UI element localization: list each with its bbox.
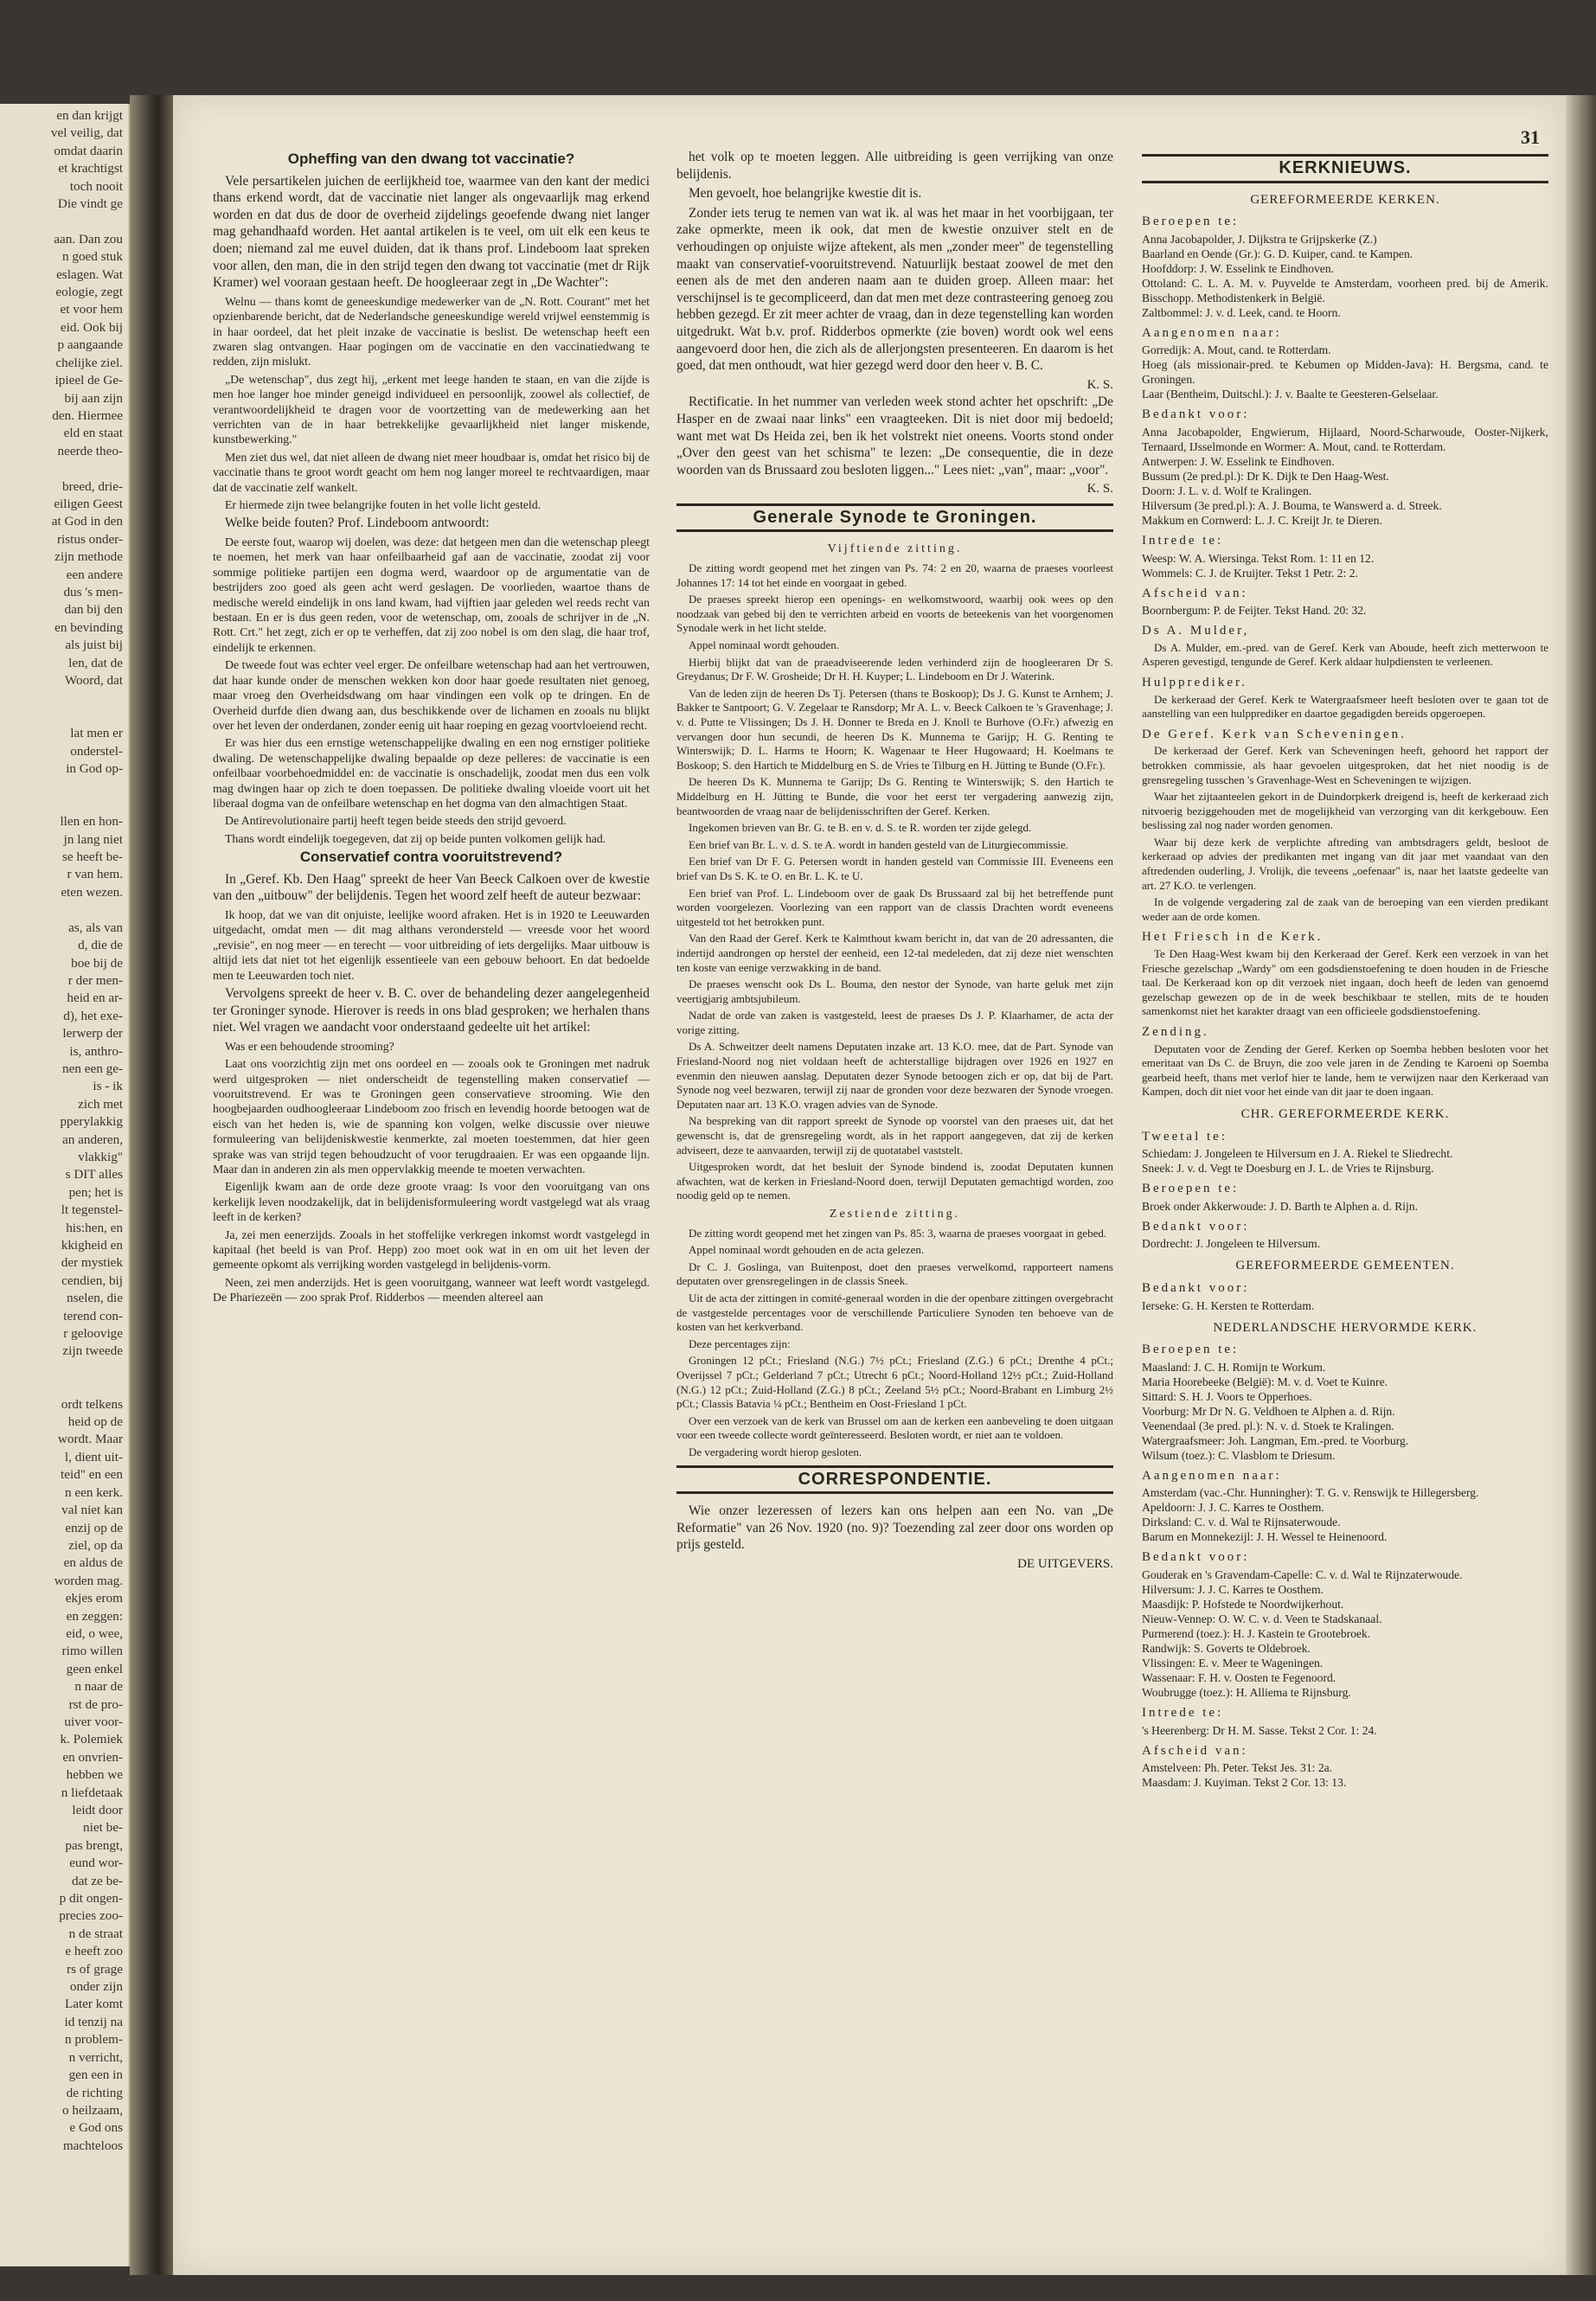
facing-page-line: bij aan zijn <box>64 390 123 406</box>
list-item: Gorredijk: A. Mout, cand. te Rotterdam. <box>1142 343 1331 357</box>
list-item: Maria Hoorebeeke (België): M. v. d. Voet te Kuinre. <box>1142 1375 1388 1388</box>
facing-page-line: e heeft zoo <box>65 1944 123 1959</box>
news-paragraph: De kerkeraad der Geref. Kerk van Scheveningen heeft, gehoord het rapport der betrokken commissie, als haar gevoelen uitgesproken, dat het niet noodig is de grensregeling tusschen 's Gravenhage-West en Scheveningen te wijzigen. <box>1142 744 1548 786</box>
facing-page-line: n problem- <box>64 2032 123 2048</box>
facing-page-line: pperylakkig <box>60 1114 123 1130</box>
facing-page-line: llen en hon- <box>60 814 123 830</box>
facing-page-line: worden mag. <box>54 1573 123 1588</box>
facing-page-line: Later komt <box>64 1997 123 2012</box>
facing-page-line: ristus onder- <box>56 531 123 547</box>
list-item: Randwijk: S. Goverts te Oldebroek. <box>1142 1641 1311 1655</box>
paragraph: het volk op te moeten leggen. Alle uitbreiding is geen verrijking van onze belijdenis. <box>676 150 1113 182</box>
section-label: Aangenomen naar: <box>1142 325 1282 340</box>
list-item: Wommels: C. J. de Kruijter. Tekst 1 Petr. 2: 2. <box>1142 566 1358 580</box>
section-label: Bedankt voor: <box>1142 1550 1250 1565</box>
report-paragraph: Een brief van Br. L. v. d. S. te A. wordt in handen gesteld van de Liturgiecommissie. <box>689 837 1069 851</box>
facing-page-line: eid. Ook bij <box>60 319 123 335</box>
report-paragraph: De praeses spreekt hierop een openings- en welkomstwoord, waarbij ook wees op den noodzaak van gebed bij den te verrichten arbeid en voorts de beteekenis van het voorgenomen Synodale werk in het licht stelde. <box>676 593 1113 635</box>
quote-paragraph: Neen, zei men anderzijds. Het is geen vooruitgang, wanneer wat leeft wordt vastgelegd. De Phariezeën — zoo sprak Prof. Ridderbos — meenden altereel aan <box>213 1275 650 1304</box>
facing-page-line: pen; het is <box>68 1184 123 1200</box>
list-item: Ierseke: G. H. Kersten te Rotterdam. <box>1142 1298 1315 1312</box>
list-item: Maasdijk: P. Hofstede te Noordwijkerhout. <box>1142 1597 1344 1611</box>
news-paragraph: Te Den Haag-West kwam bij den Kerkeraad der Geref. Kerk een verzoek in van het Friesche gezelschap „Wardy" om een godsdienstoefening te doen houden in de Friesche taal. De Kerkeraad kon op dit verzoek niet ingaan, doch heeft de leden van genoemd gezelschap gewezen op de in de week beschikbaar te stellen, mits de te houden samenkomst niet het karakter draagt van een officieele godsdienstoefening. <box>1142 947 1548 1018</box>
section-label: Bedankt voor: <box>1142 1280 1250 1295</box>
quote-paragraph: De tweede fout was echter veel erger. De onfeilbare wetenschap had aan het vertrouwen, dat haar kunde onder de menschen wekken kon door haar goede resultaten niet genoeg, maar vroeg den Overheidsdwang om haar vindingen een volk op te dringen. En de Overheid durfde dien dwang aan, dus beschikkende over de lichamen en zooals nu blijkt over het leven der onderdanen, zonder eenig uit haar roeping en gezag voortvloeiend recht. <box>213 658 650 732</box>
report-paragraph: Ds A. Schweitzer deelt namens Deputaten inzake art. 13 K.O. mee, dat de Part. Synode van Friesland-Noord nog niet voldaan heeft de achterstallige bijdragen over 1926 en 1927 en evenmin den nieuwen aanslag. Deputaten dezer Synode betoogen zich er op, dat bij de Part. Synode nog veel bezwaren, terwijl zij naar de gronden voor deze bezwaren der Synode vroegen. Deputaten naar art. 13 K.O. vragen advies van de Synode. <box>676 1040 1113 1111</box>
quote-paragraph: Thans wordt eindelijk toegegeven, dat zij op beide punten volkomen gelijk had. <box>225 831 606 845</box>
facing-page-line: omdat daarin <box>54 143 123 158</box>
facing-page-line: is - ik <box>93 1079 123 1094</box>
facing-page-line: gen een in <box>68 2067 123 2083</box>
facing-page-line: boe bij de <box>71 955 123 971</box>
facing-page-line: rs of grage <box>67 1961 123 1977</box>
signature: K. S. <box>1086 482 1113 497</box>
column-2 <box>676 149 1113 1573</box>
list-item: Voorburg: Mr Dr N. G. Veldhoen te Alphen a. d. Rijn. <box>1142 1404 1395 1418</box>
facing-page-line: r geloovige <box>63 1326 123 1342</box>
facing-page-line <box>3 901 123 919</box>
newspaper-page <box>173 95 1566 2275</box>
page-number: 31 <box>1521 126 1540 148</box>
facing-page-line: onderstel- <box>70 743 123 759</box>
section-label: Aangenomen naar: <box>1142 1468 1282 1483</box>
facing-page-line: n naar de <box>74 1679 123 1695</box>
facing-page-line: Woord, dat <box>64 673 123 688</box>
report-paragraph: Dr C. J. Goslinga, van Buitenpost, doet den praeses verwelkomd, rapporteert namens deputaten over grensregelingen in de classis Sneek. <box>676 1259 1113 1288</box>
quote-paragraph: „De wetenschap", dus zegt hij, „erkent met leege handen te staan, en van die zijde is men hoe langer hoe minder geneigd individueel en persoonlijk, zoowel als collectief, de verantwoordelijkheid te dragen voor de voortzetting van de medewerking aan het verrichten van de in haar betrekkelijke gevaarlijkheid niet langer miskende, kunstbewerking." <box>213 372 650 446</box>
list-item: Anna Jacobapolder, J. Dijkstra te Grijpskerke (Z.) <box>1142 232 1377 246</box>
list-item: Boornbergum: P. de Feijter. Tekst Hand. 20: 32. <box>1142 604 1367 618</box>
section-label: Intrede te: <box>1142 1705 1224 1720</box>
report-paragraph: Een brief van Prof. L. Lindeboom over de gaak Ds Brussaard zal bij het betreffende punt worden voorgelezen. Voorlezing van een rapport van de classis Drachten wordt eveneens uitgesteld tot het betrokken punt. <box>676 886 1113 928</box>
quote-paragraph: Ik hoop, dat we van dit onjuiste, leelijke woord afraken. Het is in 1920 te Leeuwarden uitgedacht, omdat men — dit mag althans verondersteld — vreesde voor het woord „revisie", en nog meer — en terecht — voor uitbreiding of iets dergelijks. Maar uitbouw is altijd iets dat niet tot het eigenlijk essentieele van een gebouw behoort. En dat bedoelde men te Leeuwarden toch niet. <box>213 907 650 982</box>
facing-page-line: den. Hiermee <box>52 407 123 423</box>
facing-page-line: terend con- <box>63 1308 123 1324</box>
list-item: Maasland: J. C. H. Romijn te Workum. <box>1142 1360 1326 1374</box>
list-item: Hoeg (als missionair-pred. te Kebumen op Midden-Java): H. Bergsma, cand. te Groningen. <box>1142 358 1548 387</box>
facing-page-line: kkigheid en <box>61 1238 123 1253</box>
page-gutter <box>130 95 177 2275</box>
facing-page-line: id tenzij na <box>64 2014 123 2029</box>
facing-page-line: vel veilig, dat <box>50 125 123 141</box>
report-paragraph: Nadat de orde van zaken is vastgesteld, leest de praeses Ds J. P. Klaarhamer, de acta der vorige zitting. <box>676 1009 1113 1036</box>
facing-page-line <box>3 1361 123 1378</box>
report-paragraph: Deze percentages zijn: <box>689 1336 791 1350</box>
news-paragraph: Ds A. Mulder, em.-pred. van de Geref. Kerk van Aboude, heeft zich metterwoon te Asperen gevestigd, tengunde de Geref. Kerk aldaar hulpdiensten te verleenen. <box>1142 640 1548 669</box>
facing-page-line <box>3 460 123 478</box>
quote-paragraph: Welnu — thans komt de geneeskundige medewerker van de „N. Rott. Courant" met het opzienbarende bericht, dat de Nederlandsche geneeskundige wereld vrijwel eenstemmig is in haar oordeel, dat het pleit inzake de vaccinatie is beslist. De wetenschap heeft een zwaren slag ontvangen. Haar pogingen om de vaccinatie en den vaccinatiedwang te redden, zijn mislukt. <box>213 294 650 369</box>
section-label: Bedankt voor: <box>1142 407 1250 422</box>
section-label: Ds A. Mulder, <box>1142 624 1250 638</box>
list-item: Wilsum (toez.): C. Vlasblom te Driesum. <box>1142 1448 1336 1462</box>
facing-page-line: toch nooit <box>69 178 123 194</box>
paragraph: Vervolgens spreekt de heer v. B. C. over de behandeling dezer aangelegenheid ter Groninger synode. Hierover is reeds in ons blad gesproken; we herhalen thans niet. Wel vragen we aandacht voor onderstaand gedeelte uit het artikel: <box>213 985 650 1035</box>
report-paragraph: Uitgesproken wordt, dat het besluit der Synode bindend is, zoodat Deputaten kunnen afwachten, wat de kerken in Friesland-Noord doen, terwijl Deputaten gemachtigd worden, zoo noodig geld op te nemen. <box>676 1160 1113 1202</box>
list-item: Bussum (2e pred.pl.): Dr K. Dijk te Den Haag-West. <box>1142 469 1389 483</box>
facing-page-line: n liefdetaak <box>61 1785 123 1800</box>
report-paragraph: Van den Raad der Geref. Kerk te Kalmthout kwam bericht in, dat van de 20 adressanten, die indertijd aandrongen op herstel der eenheid, een 12-tal medeleden, dat zij deze niet wenschten ten koste van eenige verzwakking in de band. <box>676 932 1113 974</box>
facing-page-line: lt tegenstel- <box>61 1202 123 1218</box>
facing-page-line: en aldus de <box>63 1555 123 1571</box>
quote-paragraph: Er hiermede zijn twee belangrijke fouten in het volle licht gesteld. <box>225 498 542 512</box>
facing-page-line: dus 's men- <box>63 584 123 599</box>
facing-page-line: wordt. Maar <box>57 1432 123 1447</box>
facing-page-line: ekjes erom <box>65 1591 123 1606</box>
facing-page-line: neerde theo- <box>57 443 123 458</box>
paragraph-rectificatie: Rectificatie. In het nummer van verleden week stond achter het opschrift: „De Hasper en de zwaai naar links" een vraagteeken. Dit is niet door mij bedoeld; want met wat Ds Heida zei, ben ik het volstrekt niet oneens. Voorts stond onder „Over den geest van het schisma" te lezen: „De consequentie, die in deze woorden van ds Brussaard zou besloten liggen..." Lees niet: „van", maar: „voor". <box>676 394 1113 478</box>
facing-page-line: uiver voor- <box>64 1714 123 1729</box>
report-paragraph: Uit de acta der zittingen in comité-generaal worden in die der openbare zittingen overgebracht de vastgestelde percentages voor de verschillende Particuliere Synoden ten behoeve van de kosten van het kerkverband. <box>676 1291 1113 1334</box>
paragraph: Welke beide fouten? Prof. Lindeboom antwoordt: <box>225 516 490 531</box>
facing-page-line: eid, o wee, <box>66 1625 123 1641</box>
news-paragraph: Deputaten voor de Zending der Geref. Kerken op Soemba hebben besloten voor het emeritaat van Ds C. de Bruyn, die zoo vele jaren in de Zending te Karoeni op Soemba gearbeid heeft, thans met verlof hier te lande, hem te verwijzen naar den Kerkeraad van Kampen, doch dit niet voor het einde van dit jaar te doen ingaan. <box>1142 1042 1548 1099</box>
list-item: Sneek: J. v. d. Vegt te Doesburg en J. L. de Vries te Rijnsburg. <box>1142 1162 1434 1176</box>
facing-page-line: d, die de <box>78 938 123 953</box>
facing-page-line: in God op- <box>66 761 123 777</box>
facing-page-line: nselen, die <box>67 1291 123 1306</box>
facing-page-line <box>3 708 123 725</box>
subheading: Zestiende zitting. <box>829 1208 961 1221</box>
headline-correspondentie: CORRESPONDENTIE. <box>676 1465 1113 1495</box>
list-item: Woubrugge (toez.): H. Alliema te Rijnsburg. <box>1142 1685 1351 1699</box>
paragraph: Wie onzer lezeressen of lezers kan ons helpen aan een No. van „De Reformatie" van 26 Nov. 1920 (no. 9)? Toezending zal zeer door ons worden op prijs gesteld. <box>676 1503 1113 1553</box>
headline-conservatief: Conservatief contra vooruitstrevend? <box>299 849 563 866</box>
facing-page-line: as, als van <box>68 920 123 935</box>
facing-page-line: o heilzaam, <box>62 2102 123 2118</box>
report-paragraph: Van de leden zijn de heeren Ds Tj. Petersen (thans te Boskoop); Ds J. G. Kunst te Arnhem; J. Bakker te Santpoort; G. V. Zegelaar te Ransdorp; Mr A. L. v. Beeck Calkoen te 's Gravenhage; J. v. d. Putte te Vlissingen; Ds J. H. Donner te Breda en J. Knoll te Burhove (O.Fr.) afwezig en vervangen door hun secundi, de heeren Ds K. Munnema te Garijp; H. G. Renting te Winterswijk; D. L. Harms te Hoorn; K. Wagenaar te Heer Hugowaard; H. Koelmans te Boskoop; S. den Hartich te Middelburg en S. de Vries te Tilburg en H. Jütting te Bunde (O.Fr.). <box>676 686 1113 772</box>
headline-synode: Generale Synode te Groningen. <box>676 503 1113 533</box>
quote-paragraph: Was er een behoudende strooming? <box>225 1039 394 1053</box>
facing-page-line: als juist bij <box>65 638 123 653</box>
column-1 <box>213 149 650 1308</box>
list-item: Hilversum (3e pred.pl.): A. J. Bouma, te Wanswerd a. d. Streek. <box>1142 498 1442 512</box>
subheading: GEREFORMEERDE GEMEENTEN. <box>1235 1259 1455 1273</box>
facing-page-line: his:hen, en <box>66 1220 123 1235</box>
facing-page-line: chelijke ziel. <box>55 355 123 370</box>
quote-paragraph: De Antirevolutionaire partij heeft tegen beide steeds den strijd gevoerd. <box>225 814 567 828</box>
facing-page-line: dat ze be- <box>71 1873 123 1888</box>
list-item: Sittard: S. H. J. Voors te Opperhoes. <box>1142 1389 1312 1403</box>
facing-page-line: at God in den <box>51 514 123 529</box>
section-label: Beroepen te: <box>1142 215 1240 229</box>
facing-page-line: leidt door <box>72 1803 123 1817</box>
facing-page-line: et krachtigst <box>58 161 123 176</box>
facing-page-line: n goed stuk <box>61 249 123 265</box>
list-item: Doorn: J. L. v. d. Wolf te Kralingen. <box>1142 484 1312 497</box>
report-paragraph: De praeses wenscht ook Ds L. Bouma, den nestor der Synode, van harte geluk met zijn veertigjarig ambtsjubileum. <box>676 977 1113 1005</box>
facing-page-line: eten wezen. <box>61 884 123 900</box>
report-paragraph: De zitting wordt geopend met het zingen van Ps. 85: 3, waarna de praeses voorgaat in gebed. <box>689 1226 1107 1240</box>
facing-page-line: ipieel de Ge- <box>54 373 123 388</box>
facing-page-line: is, anthro- <box>69 1043 123 1059</box>
headline-kerknieuws: KERKNIEUWS. <box>1142 154 1548 183</box>
report-paragraph: Hierbij blijkt dat van de praeadviseerende leden verhinderd zijn de hoogleeraren Dr S. Greydanus; Dr F. W. Grosheide; Dr H. H. Kuyper; L. Lindeboom en Dr J. Waterink. <box>676 655 1113 683</box>
section-label: Het Friesch in de Kerk. <box>1142 930 1324 945</box>
section-label: Bedankt voor: <box>1142 1219 1250 1234</box>
signature: K. S. <box>1086 377 1113 392</box>
facing-page-line <box>3 1378 123 1395</box>
facing-page-line: eslagen. Wat <box>56 266 123 282</box>
report-paragraph: Een brief van Dr F. G. Petersen wordt in handen gesteld van Commissie III. Eveneens een brief van Ds S. K. te O. en Br. L. K. te U. <box>676 855 1113 882</box>
list-item: Broek onder Akkerwoude: J. D. Barth te Alphen a. d. Rijn. <box>1142 1199 1419 1213</box>
facing-page-line: heid op de <box>67 1414 123 1430</box>
list-item: Baarland en Oende (Gr.): G. D. Kuiper, cand. te Kampen. <box>1142 247 1413 260</box>
quote-paragraph: Laat ons voorzichtig zijn met ons oordeel en — zooals ook te Groningen met nadruk werd uitgesproken — niet onderscheidt de tegenstelling maken conservatief — vooruitstrevend. Er was te Groningen geen conservatieve strooming. Wie den hoogbejaarden oudhoogleeraar Lindeboom zoo frisch en levendig hoorde betoogen wat de eisch van het heden is, wie de spanning kon volgen, welke discussie over nieuwe formuleering van belijdeniskwestie kenmerkte, zal moeten toestemmen, dat hier geen sprake was van strijd tegen behoudzucht of voor terugdraaien. Er was een opgaande lijn. Maar dan in anderen zin als men oppervlakkig meende te moeten verwachten. <box>213 1057 650 1176</box>
facing-page-line: eund wor- <box>69 1856 123 1871</box>
facing-page-line: vlakkig" <box>78 1149 123 1164</box>
facing-page-line: k. Polemiek <box>60 1732 123 1747</box>
facing-page-line: se heeft be- <box>62 849 123 865</box>
facing-page-line: lerwerp der <box>62 1026 123 1042</box>
list-item: Hilversum: J. J. C. Karres te Oosthem. <box>1142 1582 1324 1596</box>
quote-paragraph: Ja, zei men eenerzijds. Zooals in het stoffelijke verkregen inkomst wordt vastgelegd in kapitaal (het beeld is van Prof. Hepp) zoo moet ook wat in en om uit het leven der gemeente opkomt als verrijking worden vastgelegd in belijdenis-vorm. <box>213 1227 650 1272</box>
facing-page-line: aan. Dan zou <box>54 231 123 247</box>
facing-page-line: len, dat de <box>68 655 123 670</box>
list-item: Dordrecht: J. Jongeleen te Hilversum. <box>1142 1237 1321 1251</box>
subheading: CHR. GEREFORMEERDE KERK. <box>1240 1106 1450 1121</box>
page-edge-shadow <box>1566 95 1596 2275</box>
facing-page-fragment <box>0 104 130 2266</box>
paragraph: Men gevoelt, hoe belangrijke kwestie dit is. <box>689 186 922 202</box>
facing-page-line: rimo willen <box>61 1644 123 1659</box>
section-label: Zending. <box>1142 1025 1209 1039</box>
facing-page-line: zich met <box>78 1096 123 1112</box>
paragraph: Vele persartikelen juichen de eerlijkheid toe, waarmee van den kant der medici thans erkend wordt, dat de vaccinatie niet langer als ongevaarlijk mag erkend worden en dat dus de door de overheid zijdelings geoefende dwang niet langer mag gehandhaafd worden. Het aantal artikelen is te veel, om uit elk een keus te doen; niemand zal me euvel duiden, dat ik thans prof. Lindeboom laat spreken voor allen, den man, die in den strijd tegen den dwang tot vaccinatie (met dr Rijk Kramer) wel vooraan gestaan heeft. De hoogleeraar zegt in „De Wachter": <box>213 173 650 291</box>
facing-page-line: e God ons <box>69 2120 123 2136</box>
facing-page-line: zijn tweede <box>62 1343 123 1359</box>
facing-page-line: ordt telkens <box>61 1396 123 1412</box>
facing-page-line: en zeggen: <box>66 1608 123 1624</box>
news-paragraph: In de volgende vergadering zal de zaak van de beroeping van een vierden predikant weder aan de orde komen. <box>1142 895 1548 923</box>
facing-page-line: niet be- <box>83 1820 123 1836</box>
facing-page-line: cendien, bij <box>61 1272 123 1288</box>
list-item: Purmerend (toez.): H. J. Kastein te Grootebroek. <box>1142 1626 1371 1640</box>
facing-page-line: en dan krijgt <box>56 108 123 123</box>
facing-page-line <box>3 778 123 795</box>
section-label: Beroepen te: <box>1142 1343 1240 1357</box>
facing-page-line: enzij op de <box>65 1520 123 1535</box>
list-item: Zaltbommel: J. v. d. Leek, cand. te Hoorn. <box>1142 305 1341 319</box>
facing-page-line <box>3 796 123 813</box>
quote-paragraph: Men ziet dus wel, dat niet alleen de dwang niet meer houdbaar is, omdat het risico bij de vaccinatie thans te groot wordt geacht om hem nog langer moreel te rechtvaardigen, maar dat de vaccinatie zelf wankelt. <box>213 450 650 494</box>
facing-page-line: ziel, op da <box>68 1537 123 1553</box>
list-item: Schiedam: J. Jongeleen te Hilversum en J. A. Riekel te Sliedrecht. <box>1142 1147 1453 1161</box>
facing-page-line: geen enkel <box>66 1661 123 1676</box>
facing-page-line: dan bij den <box>64 602 123 618</box>
facing-page-line: eld en staat <box>63 426 123 441</box>
list-item: Vlissingen: E. v. Meer te Wageningen. <box>1142 1656 1324 1670</box>
facing-page-line: lat men er <box>70 726 123 741</box>
list-item: Maasdam: J. Kuyiman. Tekst 2 Cor. 13: 13. <box>1142 1776 1347 1790</box>
list-item: Makkum en Cornwerd: L. J. C. Kreijt Jr. te Dieren. <box>1142 513 1382 527</box>
facing-page-line: Die vindt ge <box>57 196 123 212</box>
facing-page-line: p dit ongen- <box>59 1891 123 1907</box>
quote-paragraph: Er was hier dus een ernstige wetenschappelijke dwaling en een nog ernstiger politieke dwaling. De wetenschappelijke dwaling bepaalde op deze pelleres: de vaccinatie is een onfeilbaar voorbehoedmiddel en: de vaccinatie is onschadelijk, zoodat men dus een volk mag dwingen haar op zich te doen toepassen. De politieke dwaling vloeide voort uit het liberaal dogma van de onfeilbare wetenschap en het dogma van den almachtigen Staat. <box>213 736 650 810</box>
signature: DE UITGEVERS. <box>1017 1556 1113 1571</box>
news-paragraph: Waar bij deze kerk de verplichte aftreding van ambtsdragers geldt, besloot de kerkeraad op advies der predikanten met ingang van dit jaar met vaandaat van den aftredenden ouderling, J. Vrolijk, die teveens „oefenaar" is, naar het laatste gedeelte van art. 27 K.O. te verlengen. <box>1142 835 1548 892</box>
paragraph: Zonder iets terug te nemen van wat ik. al was het maar in het voorbijgaan, ter zake opmerkte, meen ik ook, dat men de kwestie onzuiver stelt en de verhoudingen op onjuiste wijze aftekent, als men „zonder meer" de tegenstelling maakt van conservatief-vooruitstrevend. Natuurlijk bestaat zoowel de met den eenen als de met den anderen naam aan te duiden groep. Alleen maar: het verschijnsel is te gecompliceerd, dan dat men met deze contrasteering genoeg zou hebben gezegd. Er zit meer achter de vraag, dan in deze tegenstelling kan worden uitgedrukt. Wat b.v. prof. Ridderbos opmerkte (zie boven) wordt ook wel eens aangevoerd door hen, die zich als de allerjongsten presenteeren. En daarom is het goed, dat men onthoudt, wat hier gezegd werd door den heer v. B. C. <box>676 205 1113 374</box>
facing-page-line: breed, drie- <box>62 478 123 494</box>
report-paragraph: Ingekomen brieven van Br. G. te B. en v. d. S. te R. worden ter zijde gelegd. <box>689 821 1032 835</box>
quote-paragraph: De eerste fout, waarop wij doelen, was deze: dat hetgeen men dan die wetenschap pleegt te noemen, het merk van haar onfeilbaarheid gaf aan de vaccinatie, zoodat zij voor sommige politieke partijen een dogma werd, waardoor op de argumentatie van de bestrijders zoo goed als geen acht werd geslagen. De voorlieden, waartoe thans de medische wereld eindelijk in ons land kwam, had vijftien jaar geleden wel reeds recht van bestaan. En er is dus geen reden, voor de wetenschap, om, zooals de schrijver in de „N. Rott. Crt." het zegt, zich er op te verheffen, dat zij zoo nobel is om den slag, die haar trof, eindelijk te erkennen. <box>213 535 650 654</box>
subheading: GEREFORMEERDE KERKEN. <box>1250 192 1440 207</box>
list-item: Ottoland: C. L. A. M. v. Puyvelde te Amsterdam, voorheen pred. bij de Amerik. Bisschopp. Methodistenkerk in België. <box>1142 276 1548 304</box>
report-paragraph: Groningen 12 pCt.; Friesland (N.G.) 7½ pCt.; Friesland (Z.G.) 6 pCt.; Drenthe 4 pCt.; Overijssel 7 pCt.; Gelderland 7 pCt.; Utrecht 6 pCt.; Noord-Holland 12½ pCt.; Zuid-Holland (N.G.) 12 pCt.; Zuid-Holland (Z.G.) 8 pCt.; Zeeland 5½ pCt.; Noord-Brabant en Limburg 2½ pCt.; Classis Batavia ¼ pCt.; Bentheim en Oost-Friesland 1 pCt. <box>676 1354 1113 1411</box>
facing-page-line: r van hem. <box>67 867 123 882</box>
list-item: Anna Jacobapolder, Engwierum, Hijlaard, Noord-Scharwoude, Ooster-Nijkerk, Ternaard, IJsselmonde en Wormer: A. Mout, cand. te Rotterdam. <box>1142 425 1548 453</box>
section-label: Hulpprediker. <box>1142 675 1247 689</box>
list-item: Dirksland: C. v. d. Wal te Rijnsaterwoude. <box>1142 1516 1341 1529</box>
facing-page-line: precies zoo- <box>59 1908 123 1924</box>
section-label: De Geref. Kerk van Scheveningen. <box>1142 727 1407 741</box>
column-3 <box>1142 149 1548 1790</box>
quote-paragraph: Eigenlijk kwam aan de orde deze groote vraag: Is voor den vooruitgang van ons kerkelijk leven noodzakelijk, dat in belijdenisformuleering wordt vastgelegd wat als vraag leeft in de kerken? <box>213 1180 650 1224</box>
facing-page-line: eiligen Geest <box>54 496 123 511</box>
list-item: Hoofddorp: J. W. Esselink te Eindhoven. <box>1142 261 1335 275</box>
report-paragraph: Appel nominaal wordt gehouden. <box>689 638 840 652</box>
facing-page-line: hebben we <box>66 1767 123 1783</box>
list-item: Nieuw-Vennep: O. W. C. v. d. Veen te Stadskanaal. <box>1142 1612 1382 1625</box>
list-item: Apeldoorn: J. J. C. Karres te Oosthem. <box>1142 1501 1324 1515</box>
facing-page-line: zijn methode <box>54 549 123 565</box>
list-item: Weesp: W. A. Wiersinga. Tekst Rom. 1: 11 en 12. <box>1142 551 1375 565</box>
facing-page-line: n een kerk. <box>64 1484 123 1500</box>
facing-page-line: de richting <box>66 2085 123 2100</box>
facing-page-line: r der men- <box>67 972 123 988</box>
facing-page-line: onder zijn <box>69 1979 123 1995</box>
section-label: Afscheid van: <box>1142 586 1248 600</box>
list-item: Amstelveen: Ph. Peter. Tekst Jes. 31: 2a. <box>1142 1761 1333 1775</box>
report-paragraph: De zitting wordt geopend met het zingen van Ps. 74: 2 en 20, waarna de praeses voorleest Johannes 17: 14 tot het einde en voorgaat in gebed. <box>676 561 1113 589</box>
list-item: Watergraafsmeer: Joh. Langman, Em.-pred. te Voorburg. <box>1142 1433 1409 1447</box>
paragraph: In „Geref. Kb. Den Haag" spreekt de heer Van Beeck Calkoen over de kwestie van den „uitbouw" der belijdenis. Tegen het woord zelf heeft de auteur bezwaar: <box>213 871 650 904</box>
list-item: Wassenaar: F. H. v. Oosten te Fegenoord. <box>1142 1670 1336 1684</box>
facing-page-line <box>3 213 123 230</box>
report-paragraph: Appel nominaal wordt gehouden en de acta gelezen. <box>689 1243 925 1257</box>
facing-page-line: jn lang niet <box>63 831 123 847</box>
facing-page-line: p aangaande <box>57 337 123 353</box>
facing-page-line: l, dient uit- <box>64 1449 123 1465</box>
subheading: Vijftiende zitting. <box>827 542 963 556</box>
facing-page-line: n de straat <box>68 1926 123 1941</box>
report-paragraph: Over een verzoek van de kerk van Brussel om aan de kerken een aanbeveling te doen uitgaan voor een tweede collecte wordt geïnteresseerd. Besloten wordt, er niet aan te voldoen. <box>676 1413 1113 1442</box>
list-item: 's Heerenberg: Dr H. M. Sasse. Tekst 2 Cor. 1: 24. <box>1142 1723 1377 1737</box>
news-paragraph: Waar het zijtaanteelen gekort in de Duindorpkerk dreigend is, heeft de kerkeraad zich nitvoerig beziggehouden met de mogelijkheid van verzorging van dit kerkgebouw. Een beslissing zal nog nader worden genomen. <box>1142 790 1548 832</box>
facing-page-line: der mystiek <box>61 1255 123 1271</box>
facing-page-line: s DIT alles <box>65 1167 123 1183</box>
facing-page-line: val niet kan <box>61 1503 123 1518</box>
facing-page-line: nen een ge- <box>62 1061 123 1076</box>
report-paragraph: De vergadering wordt hierop gesloten. <box>689 1445 862 1458</box>
facing-page-line: an anderen, <box>62 1131 123 1147</box>
list-item: Laar (Bentheim, Duitschl.): J. v. Baalte te Geesteren-Gelselaar. <box>1142 388 1439 401</box>
facing-page-line: n verricht, <box>68 2049 123 2065</box>
facing-page-line: et voor hem <box>60 302 123 317</box>
report-paragraph: Na bespreking van dit rapport spreekt de Synode op voorstel van den praeses uit, dat het gewenscht is, dat de grensregeling wordt, als in het rapport aangegeven, dat zij de kerken adviseert, deze te aanvaarden, terwijl zij de quotatabel vaststelt. <box>676 1114 1113 1157</box>
list-item: Barum en Monnekezijl: J. H. Wessel te Heinenoord. <box>1142 1530 1388 1544</box>
section-label: Tweetal te: <box>1142 1129 1227 1144</box>
section-label: Afscheid van: <box>1142 1743 1248 1758</box>
facing-page-line: en bevinding <box>54 619 123 635</box>
list-item: Gouderak en 's Gravendam-Capelle: C. v. d. Wal te Rijnzaterwoude. <box>1142 1567 1463 1581</box>
list-item: Veenendaal (3e pred. pl.): N. v. d. Stoek te Kralingen. <box>1142 1419 1394 1433</box>
facing-page-line: heid en ar- <box>67 990 123 1006</box>
facing-page-line: teid" en een <box>61 1467 123 1483</box>
list-item: Antwerpen: J. W. Esselink te Eindhoven. <box>1142 454 1335 468</box>
facing-page-line: machteloos <box>62 2138 123 2153</box>
facing-page-line: pas brengt, <box>65 1837 123 1853</box>
facing-page-line: d), het exe- <box>63 1008 123 1023</box>
subheading: NEDERLANDSCHE HERVORMDE KERK. <box>1213 1320 1477 1335</box>
section-label: Intrede te: <box>1142 533 1224 548</box>
headline-vaccinatie: Opheffing van den dwang tot vaccinatie? <box>287 151 575 167</box>
facing-page-line: eologie, zegt <box>55 285 123 300</box>
facing-page-line <box>3 689 123 707</box>
facing-page-line: en onvrien- <box>62 1749 123 1765</box>
facing-page-line: een andere <box>66 567 123 582</box>
list-item: Amsterdam (vac.-Chr. Hunningher): T. G. v. Renswijk te Hillegersberg. <box>1142 1486 1479 1500</box>
section-label: Beroepen te: <box>1142 1182 1240 1196</box>
report-paragraph: De heeren Ds K. Munnema te Garijp; Ds G. Renting te Winterswijk; S. den Hartich te Middelburg en H. Jütting te Bunde, die voor het eerst ter vergadering aanwezig zijn, beantwoorden de vraag naar de belijdenisschriften der Geref. Kerken. <box>676 775 1113 817</box>
news-paragraph: De kerkeraad der Geref. Kerk te Watergraafsmeer heeft besloten over te gaan tot de aanstelling van een hulpprediker en daartoe gegadigden bereids opgeroepen. <box>1142 692 1548 721</box>
facing-page-line: rst de pro- <box>68 1696 123 1712</box>
